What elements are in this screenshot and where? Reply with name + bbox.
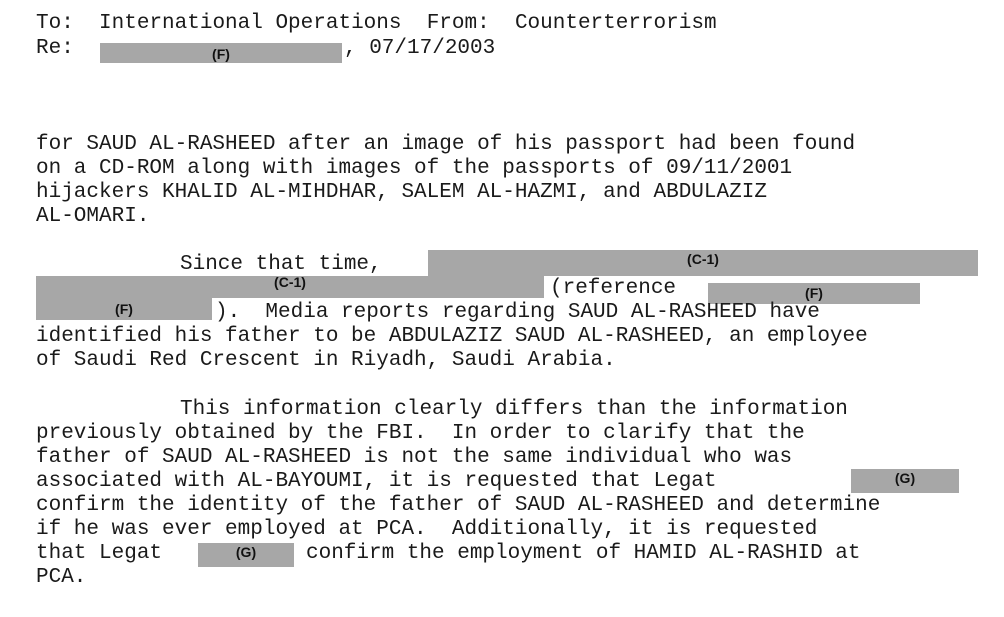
- para3-line5: confirm the identity of the father of SAUD AL-RASHEED and determine: [36, 494, 881, 517]
- header-to-line: [36, 12, 717, 36]
- para2-line3: ). Media reports regarding SAUD AL-RASHEED have: [215, 301, 820, 324]
- redaction-re: (F): [100, 43, 342, 63]
- para1-line3: hijackers KHALID AL-MIHDHAR, SALEM AL-HAZMI, and ABDULAZIZ: [36, 181, 767, 204]
- redaction-legat-2: (G): [198, 543, 294, 567]
- para2-line1: Since that time,: [180, 253, 382, 276]
- redaction-reference: (F): [708, 283, 920, 304]
- para1-line2: on a CD-ROM along with images of the passports of 09/11/2001: [36, 157, 793, 180]
- re-date: , 07/17/2003: [344, 37, 496, 60]
- header-re-line: [36, 37, 74, 61]
- para2-line4: identified his father to be ABDULAZIZ SAUD AL-RASHEED, an employee: [36, 325, 868, 348]
- redaction-line3-left: (F): [36, 298, 212, 320]
- para3-line7b: confirm the employment of HAMID AL-RASHID at: [306, 542, 861, 565]
- redaction-legat-1: (G): [851, 469, 959, 493]
- from-label: From:: [426, 12, 490, 35]
- para3-line8: PCA.: [36, 566, 87, 589]
- para2-reference: (reference: [550, 277, 677, 300]
- para1-line4: AL-OMARI.: [36, 205, 150, 228]
- re-label: Re:: [36, 37, 74, 60]
- para3-line6: if he was ever employed at PCA. Additionally, it is requested: [36, 518, 818, 541]
- to-label: To:: [36, 12, 74, 35]
- redaction-since-2: (C-1): [36, 276, 544, 298]
- redaction-since-1: (C-1): [428, 250, 978, 276]
- para3-line7a: that Legat: [36, 542, 163, 565]
- para3-line1: This information clearly differs than the information: [180, 398, 848, 421]
- para3-line4: associated with AL-BAYOUMI, it is requested that Legat: [36, 470, 717, 493]
- para3-line3: father of SAUD AL-RASHEED is not the same individual who was: [36, 446, 793, 469]
- to-value: International Operations: [99, 12, 402, 35]
- para1-line1: for SAUD AL-RASHEED after an image of his passport had been found: [36, 133, 856, 156]
- para3-line2: previously obtained by the FBI. In order to clarify that the: [36, 422, 805, 445]
- from-value: Counterterrorism: [514, 12, 717, 35]
- para2-line5: of Saudi Red Crescent in Riyadh, Saudi Arabia.: [36, 349, 616, 372]
